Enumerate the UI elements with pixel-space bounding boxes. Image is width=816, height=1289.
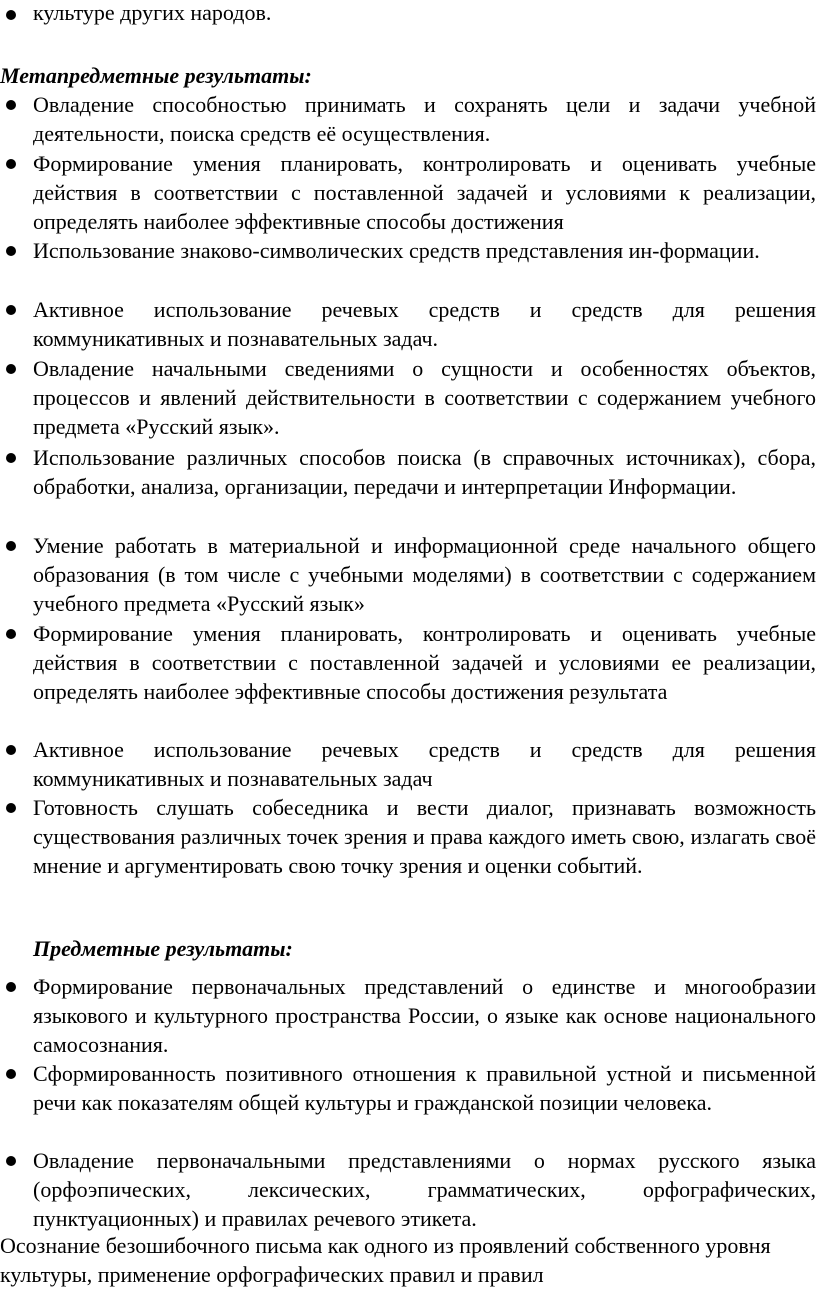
list-item-text: Умение работать в материальной и информационной среде начального общего образования (в том числе с учебными моделями) в соответствии с содержанием учебного предмета «Русский язык» xyxy=(33,533,816,616)
list-item-text: Формирование первоначальных представлений о единстве и многообразии языкового и культурного пространства России, о языке как основе национального самосознания. xyxy=(33,974,816,1057)
subject-results-heading: Предметные результаты: xyxy=(33,936,293,961)
bullet-icon xyxy=(6,10,16,20)
bullet-icon xyxy=(6,364,16,374)
bullet-icon xyxy=(6,453,16,463)
meta-results-heading: Метапредметные результаты: xyxy=(0,63,312,88)
bullet-icon xyxy=(6,803,16,813)
list-item-text: Использование знаково-символических средств представления ин-формации. xyxy=(33,238,760,263)
list-item-text: Формирование умения планировать, контролировать и оценивать учебные действия в соответствии с поставленной задачей и условиями к реализации, определять наиболее эффективные способы достижения xyxy=(33,151,816,234)
list-item-text: Овладение первоначальными представлениями о нормах русского языка (орфоэпических, лексических, грамматических, орфографических, пунктуационных) и правилах речевого этикета. xyxy=(33,1148,816,1231)
bullet-icon xyxy=(6,159,16,169)
bullet-icon xyxy=(6,1156,16,1166)
list-item-text: Формирование умения планировать, контролировать и оценивать учебные действия в соответствии с поставленной задачей и условиями ее реализации, определять наиболее эффективные способы достижения результата xyxy=(33,621,816,704)
list-item-text: Активное использование речевых средств и средств для решения коммуникативных и познавательных задач xyxy=(33,737,816,791)
list-item-text: Овладение способностью принимать и сохранять цели и задачи учебной деятельности, поиска средств её осуществления. xyxy=(33,92,816,146)
list-item-text: культуре других народов. xyxy=(33,0,272,25)
list-item-text: Сформированность позитивного отношения к правильной устной и письменной речи как показателям общей культуры и гражданской позиции человека. xyxy=(33,1061,816,1115)
bullet-icon xyxy=(6,745,16,755)
list-item-text: Готовность слушать собеседника и вести диалог, признавать возможность существования различных точек зрения и права каждого иметь свою, излагать своё мнение и аргументировать свою точку зрения и оценки событий. xyxy=(33,795,816,878)
list-item-text: Использование различных способов поиска (в справочных источниках), сбора, обработки, анализа, организации, передачи и интерпретации Информации. xyxy=(33,445,816,499)
bullet-icon xyxy=(6,100,16,110)
trailing-paragraph: Осознание безошибочного письма как одного из проявлений собственного уровня культуры, применение орфографических правил и правил xyxy=(0,1233,771,1287)
bullet-icon xyxy=(6,629,16,639)
bullet-icon xyxy=(6,1069,16,1079)
bullet-icon xyxy=(6,305,16,315)
bullet-icon xyxy=(6,246,16,256)
bullet-icon xyxy=(6,541,16,551)
bullet-icon xyxy=(6,982,16,992)
list-item-text: Овладение начальными сведениями о сущности и особенностях объектов, процессов и явлений действительности в соответствии с содержанием учебного предмета «Русский язык». xyxy=(33,356,816,439)
list-item-text: Активное использование речевых средств и средств для решения коммуникативных и познавательных задач. xyxy=(33,297,816,351)
